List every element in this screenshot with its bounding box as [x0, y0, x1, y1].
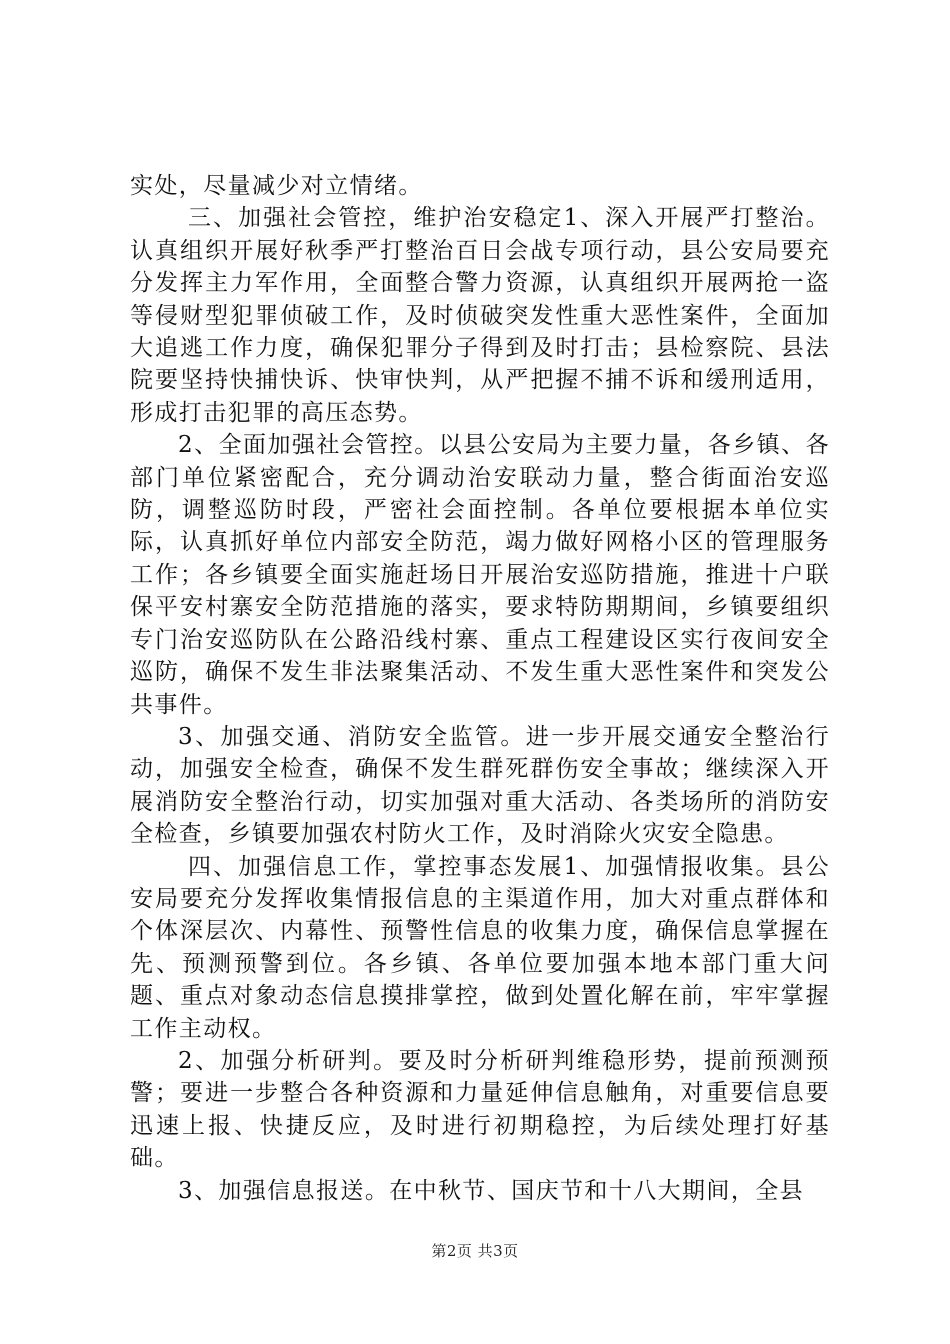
document-body [130, 170, 830, 1207]
paragraph-section-four: 四、加强信息工作，掌控事态发展1、加强情报收集。县公安局要充分发挥收集情报信息的主渠道作用，加大对重点群体和个体深层次、内幕性、预警性信息的收集力度，确保信息掌握在先、预测预警到位。各乡镇、各单位要加强本地本部门重大问题、重点对象动态信息摸排掌控，做到处置化解在前，牢牢掌握工作主动权。 [130, 853, 830, 1042]
paragraph-social-control: 2、全面加强社会管控。以县公安局为主要力量，各乡镇、各部门单位紧密配合，充分调动治安联动力量，整合街面治安巡防，调整巡防时段，严密社会面控制。各单位要根据本单位实际，认真抓好单位内部安全防范，竭力做好网格小区的管理服务工作；各乡镇要全面实施赶场日开展治安巡防措施，推进十户联保平安村寨安全防范措施的落实，要求特防期期间，乡镇要组织专门治安巡防队在公路沿线村寨、重点工程建设区实行夜间安全巡防，确保不发生非法聚集活动、不发生重大恶性案件和突发公共事件。 [130, 432, 830, 718]
paragraph-info-reporting: 3、加强信息报送。在中秋节、国庆节和十八大期间，全县 [178, 1177, 805, 1204]
paragraph-continuation: 实处，尽量减少对立情绪。 [130, 173, 423, 199]
paragraph-section-three: 三、加强社会管控，维护治安稳定1、深入开展严打整治。认真组织开展好秋季严打整治百日会战专项行动，县公安局要充分发挥主力军作用，全面整合警力资源，认真组织开展两抢一盗等侵财型犯罪侦破工作，及时侦破突发性重大恶性案件，全面加大追逃工作力度，确保犯罪分子得到及时打击；县检察院、县法院要坚持快捕快诉、快审快判，从严把握不捕不诉和缓刑适用，形成打击犯罪的高压态势。 [130, 205, 830, 426]
paragraph-analysis: 2、加强分析研判。要及时分析研判维稳形势，提前预测预警；要进一步整合各种资源和力量延伸信息触角，对重要信息要迅速上报、快捷反应，及时进行初期稳控，为后续处理打好基础。 [130, 1047, 830, 1172]
page-number-footer: 第2页 共3页 [431, 1242, 519, 1260]
paragraph-traffic-fire-safety: 3、加强交通、消防安全监管。进一步开展交通安全整治行动，加强安全检查，确保不发生群死群伤安全事故；继续深入开展消防安全整治行动，切实加强对重大活动、各类场所的消防安全检查，乡镇要加强农村防火工作，及时消除火灾安全隐患。 [130, 723, 830, 848]
